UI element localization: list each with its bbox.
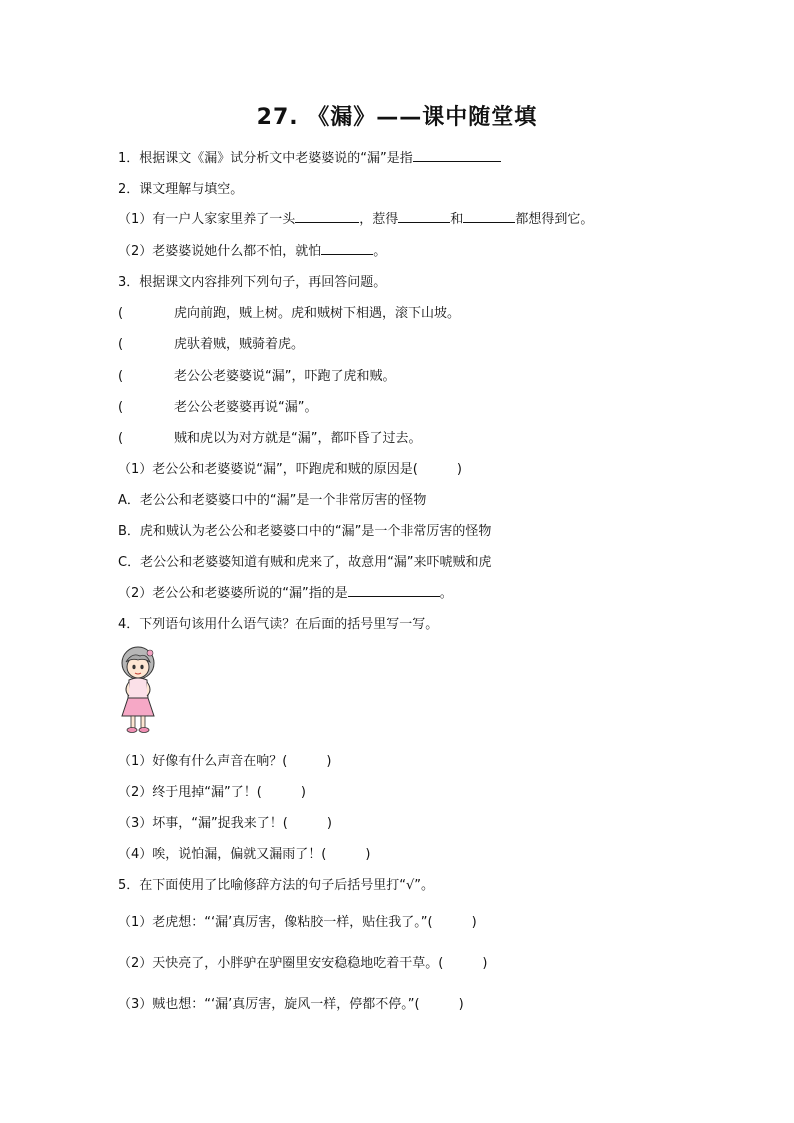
question-text: 和 bbox=[450, 212, 464, 227]
order-text: 虎向前跑，贼上树。虎和贼树下相遇，滚下山坡。 bbox=[174, 306, 461, 321]
question-5-heading: 5．在下面使用了比喻修辞方法的句子后括号里打“√”。 bbox=[118, 878, 435, 893]
order-blank[interactable]: ( bbox=[118, 369, 124, 384]
question-text: （2）老公公和老婆婆所说的“漏”指的是 bbox=[118, 586, 348, 601]
order-item bbox=[118, 333, 304, 352]
answer-blank[interactable] bbox=[348, 584, 440, 597]
order-item bbox=[118, 396, 317, 415]
order-text: 老公公老婆婆再说“漏”。 bbox=[174, 400, 318, 415]
question-3-sub-2 bbox=[118, 582, 453, 601]
order-blank[interactable]: ( bbox=[118, 431, 124, 446]
order-text: 贼和虎以为对方就是“漏”，都吓昏了过去。 bbox=[174, 431, 422, 446]
question-2-item-2 bbox=[118, 240, 386, 259]
answer-blank[interactable] bbox=[413, 149, 501, 162]
question-2-heading: 2．课文理解与填空。 bbox=[118, 182, 244, 197]
answer-blank[interactable] bbox=[321, 242, 373, 255]
question-4-item: （4）唉，说怕漏，偏就又漏雨了！( ) bbox=[118, 847, 371, 862]
option-c: C．老公公和老婆婆知道有贼和虎来了，故意用“漏”来吓唬贼和虎 bbox=[118, 555, 492, 570]
question-4-item: （2）终于甩掉“漏”了！( ) bbox=[118, 785, 306, 800]
question-text: （2）老婆婆说她什么都不怕，就怕 bbox=[118, 244, 322, 259]
order-blank[interactable]: ( bbox=[118, 400, 124, 415]
order-item bbox=[118, 365, 395, 384]
question-4-item: （1）好像有什么声音在响？( ) bbox=[118, 754, 332, 769]
question-3-heading: 3．根据课文内容排列下列句子，再回答问题。 bbox=[118, 275, 387, 290]
question-4-item: （3）坏事，“漏”捉我来了！( ) bbox=[118, 816, 332, 831]
answer-blank[interactable] bbox=[295, 210, 359, 223]
question-3-sub-1: （1）老公公和老婆婆说“漏”，吓跑虎和贼的原因是( ) bbox=[118, 462, 462, 477]
question-5-item: （3）贼也想：“‘漏’真厉害，旋风一样，停都不停。”( ) bbox=[118, 997, 464, 1012]
order-blank[interactable]: ( bbox=[118, 337, 124, 352]
question-text: 。 bbox=[439, 586, 453, 601]
question-text: 都想得到它。 bbox=[515, 212, 594, 227]
order-item bbox=[118, 302, 460, 321]
question-text: （1）有一户人家家里养了一头 bbox=[118, 212, 296, 227]
answer-blank[interactable] bbox=[398, 210, 450, 223]
question-1-text: 1．根据课文《漏》试分析文中老婆婆说的“漏”是指 bbox=[118, 151, 413, 166]
order-text: 老公公老婆婆说“漏”，吓跑了虎和贼。 bbox=[174, 369, 396, 384]
order-blank[interactable]: ( bbox=[118, 306, 124, 321]
question-4-heading: 4．下列语句该用什么语气读？在后面的括号里写一写。 bbox=[118, 617, 439, 632]
answer-blank[interactable] bbox=[463, 210, 515, 223]
order-text: 虎驮着贼，贼骑着虎。 bbox=[174, 337, 305, 352]
option-a: A．老公公和老婆婆口中的“漏”是一个非常厉害的怪物 bbox=[118, 493, 427, 508]
question-1 bbox=[118, 147, 501, 166]
question-5-item: （2）天快亮了，小胖驴在驴圈里安安稳稳地吃着干草。( ) bbox=[118, 956, 488, 971]
order-item bbox=[118, 427, 421, 446]
question-text: ，惹得 bbox=[359, 212, 399, 227]
question-5-item: （1）老虎想：“‘漏’真厉害，像粘胶一样，贴住我了。”( ) bbox=[118, 915, 477, 930]
option-b: B．虎和贼认为老公公和老婆婆口中的“漏”是一个非常厉害的怪物 bbox=[118, 524, 492, 539]
question-2-item-1 bbox=[118, 208, 593, 227]
question-text: 。 bbox=[373, 244, 387, 259]
girl-cartoon-icon bbox=[114, 644, 162, 736]
page-title: 27. 《漏》——课中随堂填 bbox=[256, 105, 538, 130]
